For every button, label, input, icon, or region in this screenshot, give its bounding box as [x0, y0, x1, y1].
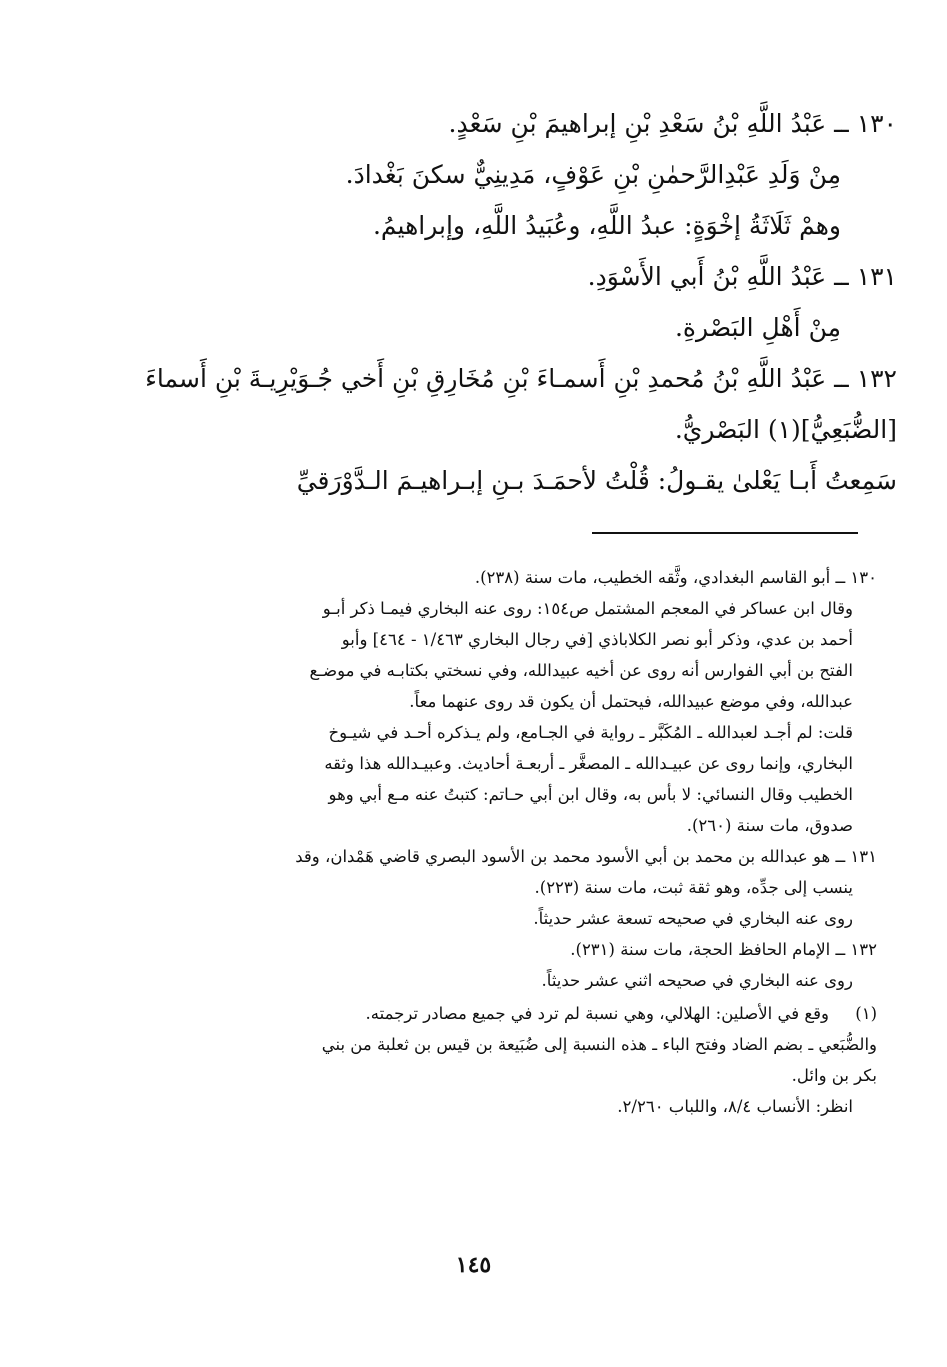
note-130-line: الخطيب وقال النسائي: لا بأس به، وقال ابن أبي حـاتم: كتبتُ عنه مـع أبي وهو [328, 785, 853, 804]
note-131-line: ١٣١ ــ هو عبدالله بن محمد بن أبي الأسود محمد بن الأسود البصري قاضي هَمْدان، وقد [295, 847, 877, 866]
entry-132-heading: ١٣٢ ــ عَبْدُ اللَّهِ بْنُ مُحمدِ بْنِ أَسمـاءَ بْنِ مُخَارِقِ بْنِ أَخي جُـوَيْرِيـةَ بْنِ أَسماءَ [145, 364, 897, 393]
entry-132-nisba: [الضُّبَعِيُّ](١) البَصْريُّ. [674, 415, 897, 444]
main-text [50, 98, 897, 506]
footnote-1-line: انظر: الأنساب ٨/٤، واللباب ٢/٢٦٠. [617, 1097, 853, 1116]
note-130-line: صدوق، مات سنة (٢٦٠). [686, 816, 853, 835]
note-130-line: الفتح بن أبي الفوارس أنه روى عن أخيه عبيدالله، وفي نسختي بكتابـه في موضـع [309, 661, 853, 680]
note-132-line: ١٣٢ ــ الإمام الحافظ الحجة، مات سنة (٢٣١). [570, 940, 877, 959]
footnote-1-line: والضُّبَعي ـ بضم الضاد وفتح الباء ـ هذه النسبة إلى ضُبَيعة بن قيس بن ثعلبة من بني [321, 1035, 877, 1054]
footnote-1-text: وقع في الأصلين: الهلالي، وهي نسبة لم ترد في جميع مصادر ترجمته. [365, 1004, 829, 1023]
entry-130-lineage: مِنْ وَلَدِ عَبْدِالرَّحمٰنِ بْنِ عَوْفٍ، مَدِينِيٌّ سكنَ بَغْدادَ. [345, 160, 841, 189]
note-130-line: البخاري، وإنما روى عن عبيـدالله ـ المصغَّر ـ أربعـة أحاديث. وعبيـدالله هذا وثقه [324, 754, 853, 773]
entry-130-heading: ١٣٠ ــ عَبْدُ اللَّهِ بْنُ سَعْدِ بْنِ إبراهيمَ بْنِ سَعْدٍ. [448, 109, 897, 138]
note-130-line: قلت: لم أجـد لعبدالله ـ المُكَبَّر ـ رواية في الجـامع، ولم يـذكره أحـد في شيـوخ [328, 723, 853, 742]
footnote-1-line: بكر بن وائل. [791, 1066, 877, 1085]
footnote-separator [592, 532, 858, 534]
note-130-line: ١٣٠ ــ أبو القاسم البغدادي، وثَّقه الخطيب، مات سنة (٢٣٨). [474, 568, 877, 587]
entry-131-heading: ١٣١ ــ عَبْدُ اللَّهِ بْنُ أَبي الأَسْوَدِ. [587, 262, 897, 291]
note-130-line: أحمد بن عدي، وذكر أبو نصر الكلاباذي [في رجال البخاري ١/٤٦٣ - ٤٦٤] وأبو [341, 630, 853, 649]
footnotes [118, 562, 877, 1122]
note-131-line: ينسب إلى جدِّه، وهو ثقة ثبت، مات سنة (٢٢٣). [534, 878, 853, 897]
entry-132-narration: سَمِعتُ أَبـا يَعْلىٰ يقـولُ: قُلْتُ لأحمَـدَ بـنِ إبـراهيـمَ الـدَّوْرَقيِّ [296, 466, 897, 495]
note-130-line: عبدالله، وفي موضع عبيدالله، فيحتمل أن يكون قد روى عنهما معاً. [409, 692, 853, 711]
note-131-line: روى عنه البخاري في صحيحه تسعة عشر حديثاً. [533, 909, 853, 928]
entry-130-brothers: وهمْ ثَلَاثَةُ إخْوَةٍ: عبدُ اللَّهِ، وعُبَيدُ اللَّهِ، وإبراهيمُ. [372, 211, 841, 240]
footnote-1-marker: (١) [855, 1004, 877, 1023]
entry-131-origin: مِنْ أَهْلِ البَصْرةِ. [674, 313, 841, 342]
page-number: ١٤٥ [455, 1252, 492, 1278]
footnote-1-line [118, 998, 877, 1029]
note-132-line: روى عنه البخاري في صحيحه اثني عشر حديثاً. [541, 971, 853, 990]
note-130-line: وقال ابن عساكر في المعجم المشتمل ص١٥٤: روى عنه البخاري فيمـا ذكر أبـو [322, 599, 853, 618]
